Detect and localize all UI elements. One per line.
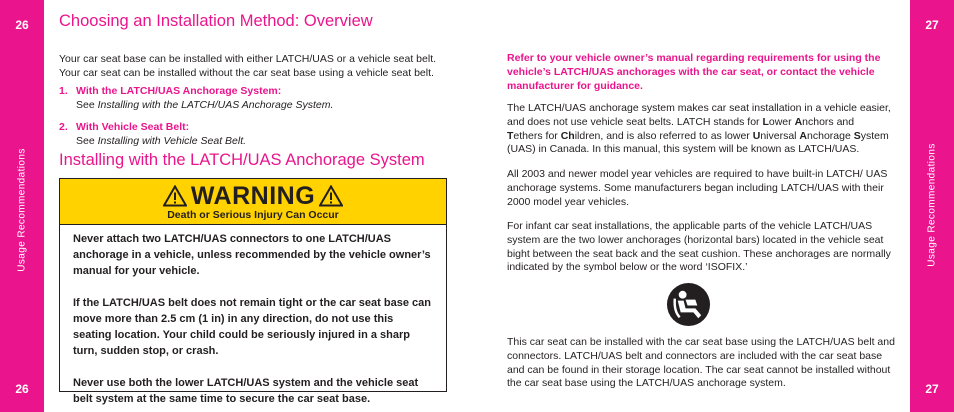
side-label-right: Usage Recommendations [926, 143, 938, 267]
warning-triangle-icon [163, 185, 187, 207]
page-number-top-left: 26 [15, 18, 29, 32]
reference-link: Installing with the LATCH/UAS Anchorage System. [97, 98, 334, 111]
page-number-bottom-left: 26 [15, 382, 29, 396]
warning-triangle-icon [319, 185, 343, 207]
text-run: niversal [760, 129, 800, 142]
acronym-letter: Ch [560, 129, 575, 142]
text-run: nchorage [807, 129, 854, 142]
method-list [59, 85, 449, 157]
text-run: ethers for [513, 129, 561, 142]
side-label-left: Usage Recommendations [16, 148, 28, 272]
intro-line: Your car seat can be installed without the car seat base using a vehicle seat belt. [59, 67, 434, 79]
latch-explanation [507, 102, 897, 157]
text-run: ystem (UAS) in Canada. In this manual, this system will be known as LATCH/UAS. [507, 129, 889, 156]
see-text: See [76, 134, 95, 147]
list-number: 1. [59, 85, 68, 97]
intro-text [59, 52, 449, 80]
installation-paragraph: This car seat can be installed with the car seat base using the LATCH/UAS belt and connectors. LATCH/UAS belt and connectors are included with the car seat base and can be found in their storage location. The car seat cannot be installed without the car seat base using the LATCH/UAS anchorage system. [507, 336, 895, 390]
warning-paragraph: If the LATCH/UAS belt does not remain tight or the car seat base can move more than 2.5 cm (1 in) in any direction, do not use this seating location. Your child could be seriously injured in a sharp turn, sudden stop, or crash. [73, 297, 431, 357]
method-title: With Vehicle Seat Belt: [76, 121, 190, 133]
warning-title [60, 179, 446, 208]
page-number-bottom-right: 27 [925, 382, 939, 396]
isofix-child-seat-icon [666, 282, 711, 327]
model-year-paragraph: All 2003 and newer model year vehicles are required to have built-in LATCH/ UAS anchorage systems. Some manufacturers began including LATCH/UAS with their 2000 model year vehicles. [507, 168, 888, 208]
warning-body [60, 225, 446, 407]
text-run: ildren, and is also referred to as lower [574, 129, 753, 142]
warning-header [60, 179, 446, 225]
list-number: 2. [59, 121, 68, 133]
infant-installation-paragraph: For infant car seat installations, the applicable parts of the vehicle LATCH/UAS system are the two lower anchorages (horizontal bars) located in the vehicle seat bight between the seat back and the seat cushion. These anchorages are normally indicated by the symbol below or the word ‘ISOFIX.’ [507, 220, 891, 274]
owner-manual-note: Refer to your vehicle owner’s manual regarding requirements for using the vehicle’s LATCH/UAS anchorages with the car seat, or contact the vehicle manufacturer for guidance. [507, 52, 881, 92]
section-heading-latch: Installing with the LATCH/UAS Anchorage System [59, 151, 425, 169]
page-heading-overview: Choosing an Installation Method: Overview [59, 12, 373, 30]
intro-line: Your car seat base can be installed with either LATCH/UAS or a vehicle seat belt. [59, 53, 437, 65]
acronym-letter: S [853, 129, 861, 142]
acronym-letter: T [507, 129, 514, 142]
text-run: ower [768, 115, 795, 128]
warning-word: WARNING [190, 182, 316, 210]
method-title: With the LATCH/UAS Anchorage System: [76, 85, 282, 97]
acronym-letter: A [794, 115, 803, 128]
left-side-bar [0, 0, 44, 412]
acronym-letter: U [752, 129, 761, 142]
warning-paragraph: Never attach two LATCH/UAS connectors to one LATCH/UAS anchorage in a vehicle, unless recommended by the vehicle owner’s manual for your vehicle. [73, 233, 431, 277]
warning-paragraph: Never use both the lower LATCH/UAS system and the vehicle seat belt system at the same time to secure the car seat base. [73, 377, 419, 405]
reference-link: Installing with Vehicle Seat Belt. [97, 134, 247, 147]
acronym-letter: L [762, 115, 769, 128]
text-run: The LATCH/UAS anchorage system makes car seat installation in a vehicle easier, and does not use vehicle seat belts. LATCH stands for [507, 102, 891, 128]
method-reference [76, 99, 333, 113]
warning-subtitle: Death or Serious Injury Can Occur [167, 209, 339, 221]
acronym-letter: A [799, 129, 808, 142]
see-text: See [76, 98, 95, 111]
list-item [59, 121, 449, 148]
text-run: nchors and [802, 115, 855, 128]
method-reference [76, 135, 246, 149]
list-item [59, 85, 449, 112]
warning-box [59, 178, 447, 405]
page-number-top-right: 27 [925, 18, 939, 32]
right-side-bar [910, 0, 954, 412]
